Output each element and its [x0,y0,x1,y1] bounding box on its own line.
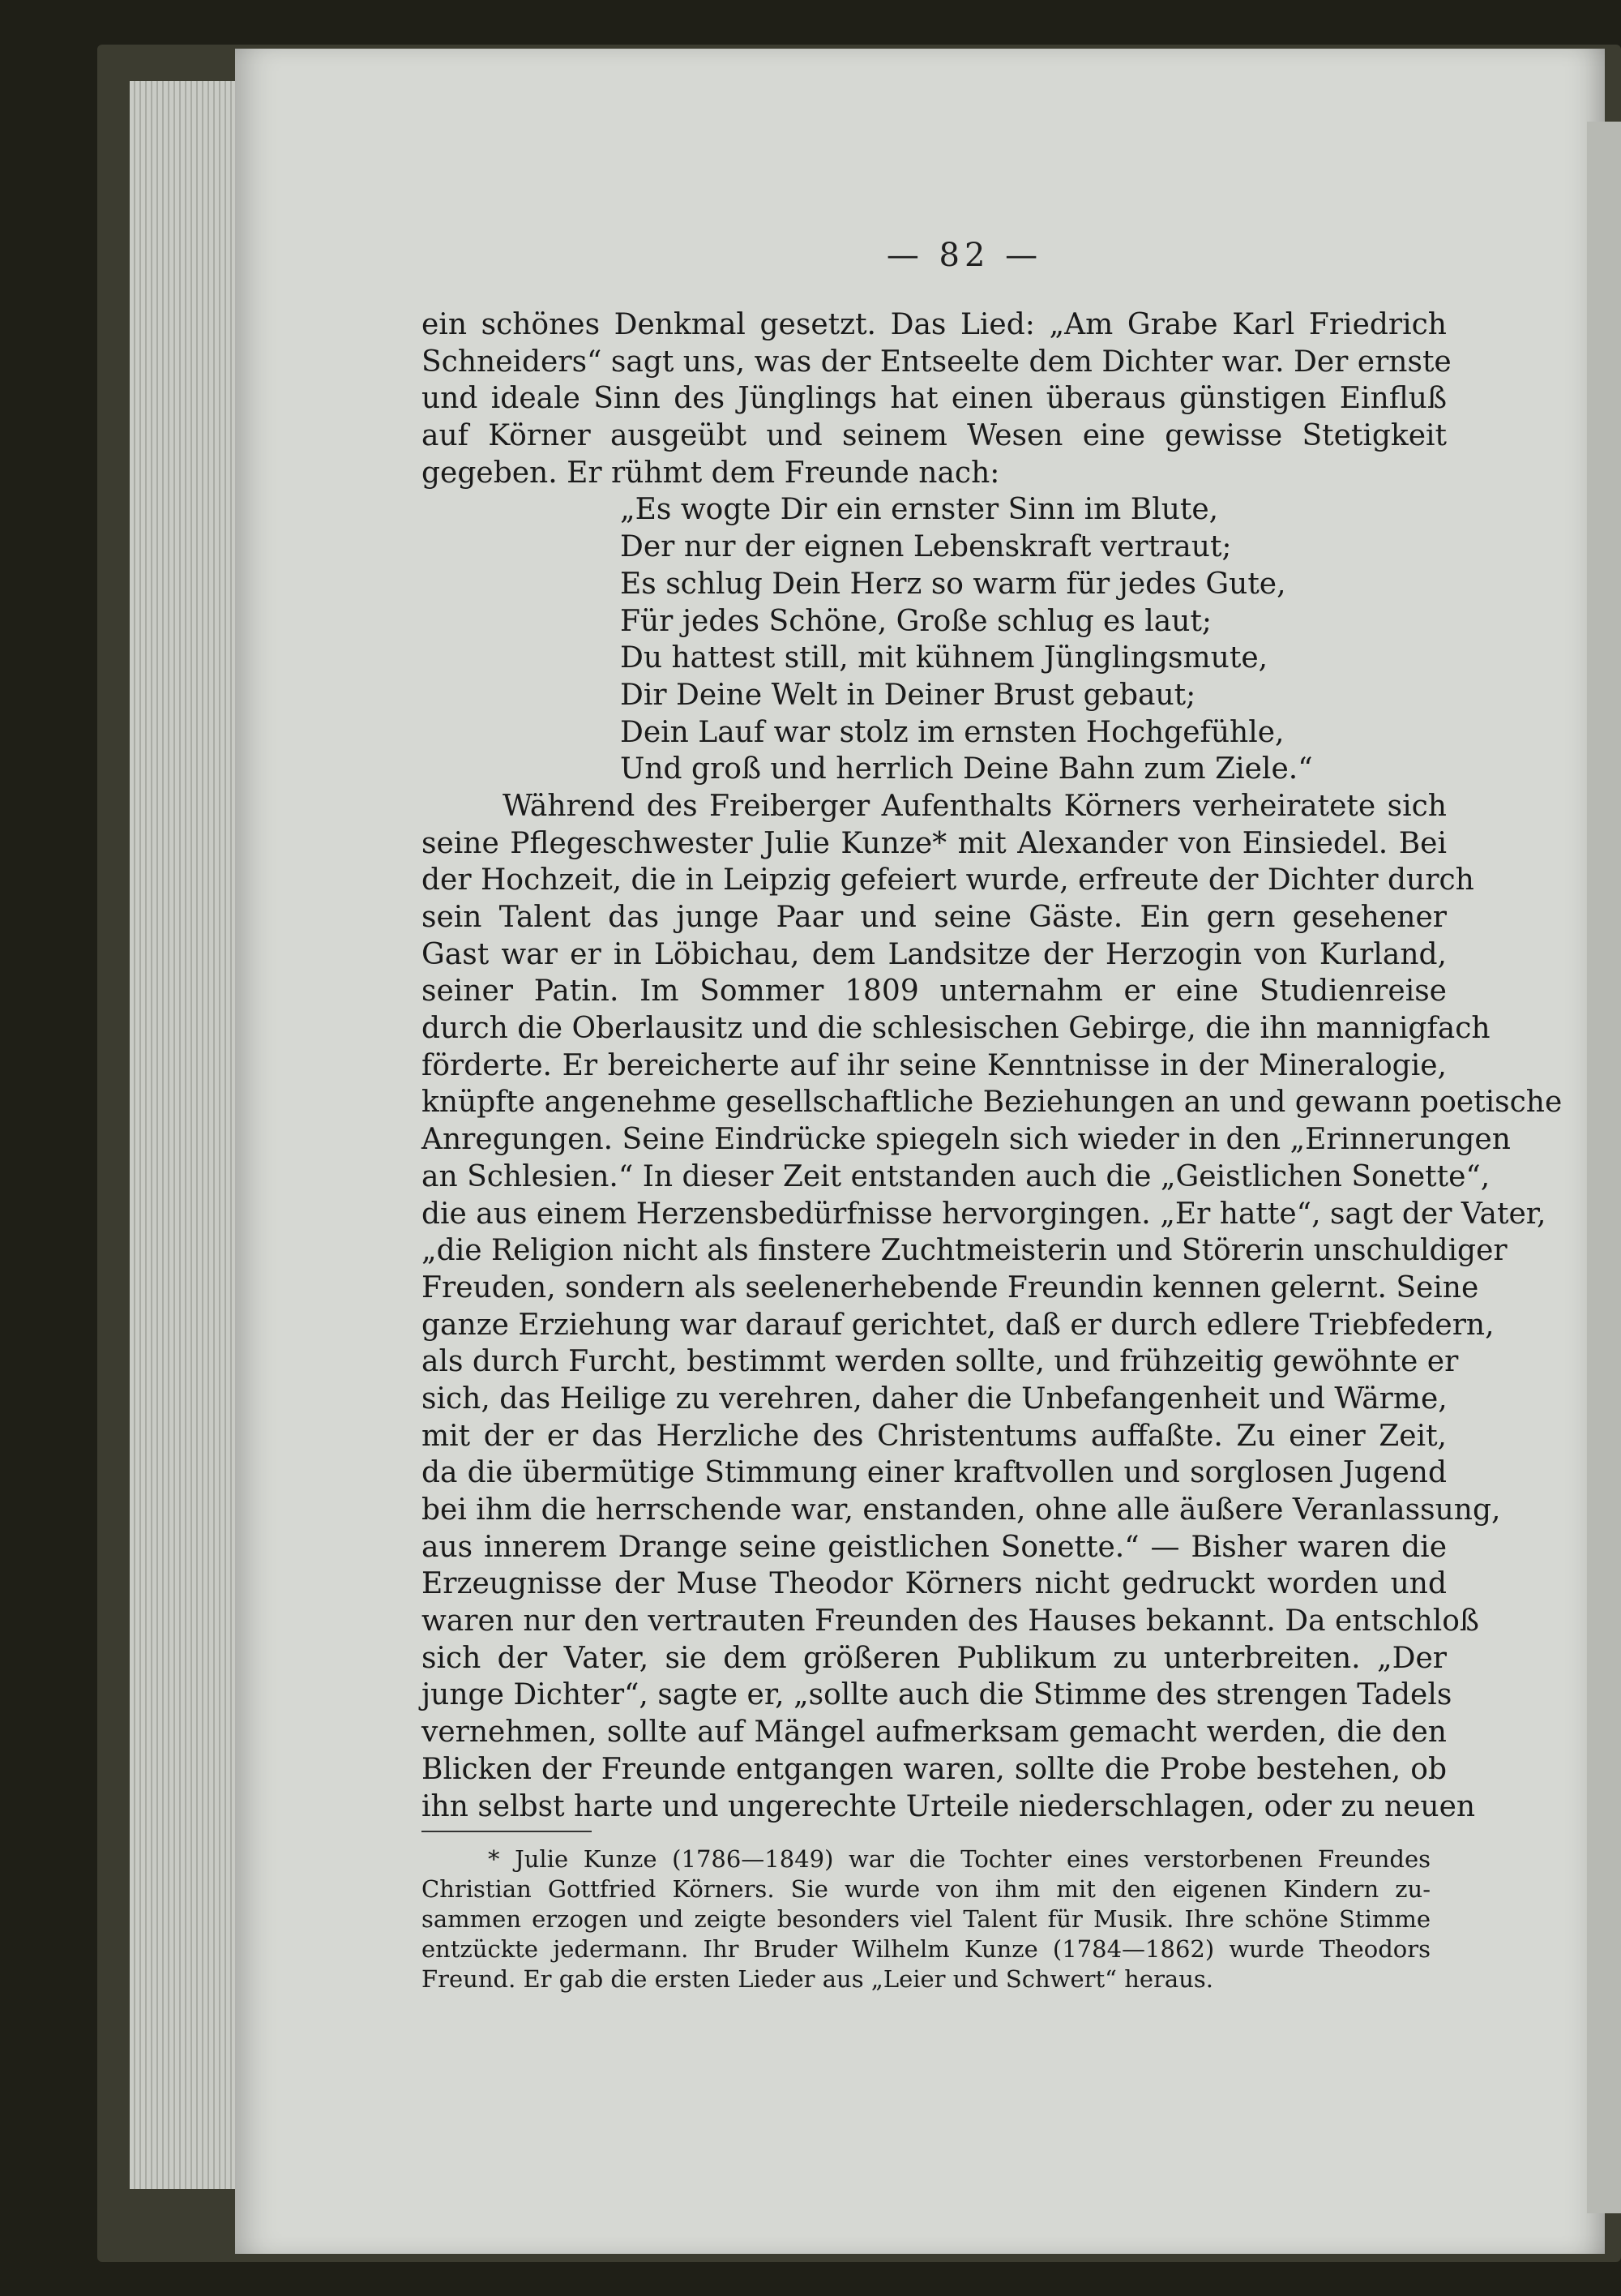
footnote-line: * Julie Kunze (1786—1849) war die Tochter eines verstorbenen Freundes [488,1845,1431,1873]
text-line: die aus einem Herzensbedürfnisse hervorgingen. „Er hatte“, sagt der Vater, [421,1197,1546,1231]
verse-line: Für jedes Schöne, Große schlug es laut; [620,604,1213,638]
text-line: als durch Furcht, bestimmt werden sollte, und frühzeitig gewöhnte er [421,1345,1459,1379]
text-line: Anregungen. Seine Eindrücke spiegeln sich wieder in den „Erinnerungen [421,1123,1511,1157]
text-line: waren nur den vertrauten Freunden des Hauses bekannt. Da entschloß [421,1604,1479,1638]
text-line: Blicken der Freunde entgangen waren, sollte die Probe bestehen, ob [421,1752,1447,1786]
verse-line: Und groß und herrlich Deine Bahn zum Ziele.“ [620,752,1313,786]
page-number: — 82 — [886,237,1043,274]
verse-line: Dir Deine Welt in Deiner Brust gebaut; [620,678,1196,712]
verse-line: „Es wogte Dir ein ernster Sinn im Blute, [620,493,1219,527]
footnote-rule [421,1831,592,1832]
text-line: bei ihm die herrschende war, enstanden, ohne alle äußere Veranlassung, [421,1493,1501,1527]
text-line: an Schlesien.“ In dieser Zeit entstanden auch die „Geistlichen Sonette“, [421,1159,1491,1193]
text-line: da die übermütige Stimmung einer kraftvollen und sorglosen Jugend [421,1456,1447,1490]
text-line: ihn selbst harte und ungerechte Urteile niederschlagen, oder zu neuen [421,1789,1476,1823]
text-line: sein Talent das junge Paar und seine Gäste. Ein gern gesehener [421,901,1447,934]
footnote-line: Freund. Er gab die ersten Lieder aus „Leier und Schwert“ heraus. [421,1965,1213,1993]
main-text [421,306,1563,1825]
text-line: Während des Freiberger Aufenthalts Körners verheiratete sich [503,789,1447,823]
text-line: Freuden, sondern als seelenerhebende Freundin kennen gelernt. Seine [421,1270,1479,1304]
text-line: und ideale Sinn des Jünglings hat einen überaus günstigen Einfluß [421,382,1447,416]
text-line: junge Dichter“, sagte er, „sollte auch die Stimme des strengen Tadels [421,1678,1452,1712]
text-line: „die Religion nicht als finstere Zuchtmeisterin und Störerin unschuldiger [421,1234,1508,1268]
text-line: gegeben. Er rühmt dem Freunde nach: [421,456,1000,490]
text-line: Gast war er in Löbichau, dem Landsitze der Herzogin von Kurland, [421,937,1447,971]
text-line: förderte. Er bereicherte auf ihr seine Kenntnisse in der Mineralogie, [421,1048,1447,1082]
text-line: Schneiders“ sagt uns, was der Entseelte dem Dichter war. Der ernste [421,345,1452,379]
next-page-edge [1587,122,1621,2213]
footnote-line: entzückte jedermann. Ihr Bruder Wilhelm Kunze (1784—1862) wurde Theodors [421,1935,1431,1963]
text-line: knüpfte angenehme gesellschaftliche Beziehungen an und gewann poetische [421,1086,1563,1120]
text-line: der Hochzeit, die in Leipzig gefeiert wurde, erfreute der Dichter durch [421,863,1474,897]
text-line: mit der er das Herzliche des Christentums auffaßte. Zu einer Zeit, [421,1419,1447,1453]
verse-line: Dein Lauf war stolz im ernsten Hochgefühle, [620,715,1285,749]
text-line: ein schönes Denkmal gesetzt. Das Lied: „Am Grabe Karl Friedrich [421,308,1447,341]
text-line: seiner Patin. Im Sommer 1809 unternahm er eine Studienreise [421,975,1447,1009]
text-line: ganze Erziehung war darauf gerichtet, daß er durch edlere Triebfedern, [421,1308,1495,1342]
text-line: durch die Oberlausitz und die schlesischen Gebirge, die ihn mannigfach [421,1012,1491,1046]
footnote [421,1844,1431,1994]
text-line: aus innerem Drange seine geistlichen Sonette.“ — Bisher waren die [421,1530,1447,1564]
text-line: vernehmen, sollte auf Mängel aufmerksam gemacht werden, die den [421,1716,1447,1750]
footnote-line: Christian Gottfried Körners. Sie wurde von ihm mit den eigenen Kindern zu- [421,1875,1431,1903]
text-line: seine Pflegeschwester Julie Kunze* mit Alexander von Einsiedel. Bei [421,826,1447,860]
text-line: Erzeugnisse der Muse Theodor Körners nicht gedruckt worden und [421,1567,1447,1601]
verse-line: Der nur der eignen Lebenskraft vertraut; [620,530,1232,564]
page-edges [130,81,251,2189]
verse-line: Du hattest still, mit kühnem Jünglingsmute, [620,641,1268,675]
verse-line: Es schlug Dein Herz so warm für jedes Gute, [620,567,1286,601]
text-line: sich der Vater, sie dem größeren Publikum zu unterbreiten. „Der [421,1641,1447,1675]
text-line: sich, das Heilige zu verehren, daher die Unbefangenheit und Wärme, [421,1381,1448,1416]
footnote-line: sammen erzogen und zeigte besonders viel Talent für Musik. Ihre schöne Stimme [421,1905,1431,1933]
text-line: auf Körner ausgeübt und seinem Wesen eine gewisse Stetigkeit [421,419,1447,453]
